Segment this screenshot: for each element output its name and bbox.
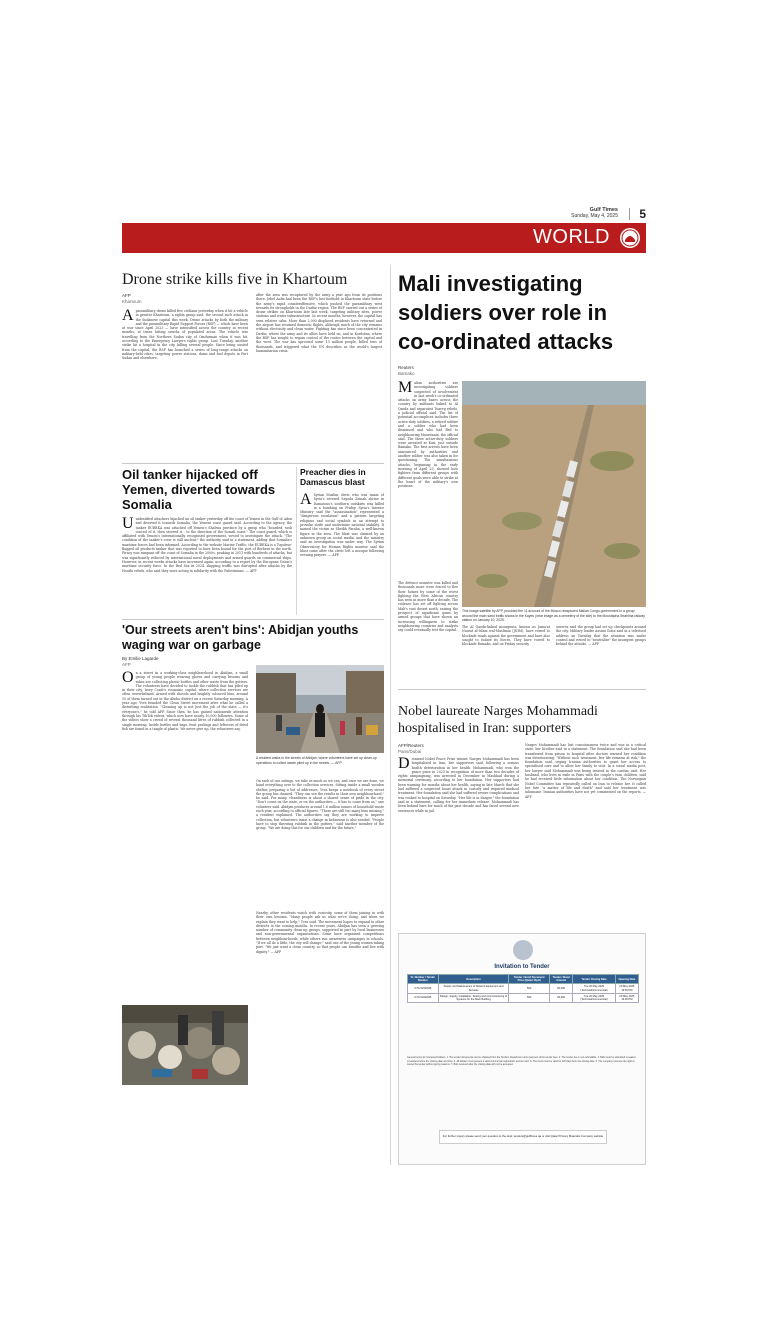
tender-header-cell: Tender Closing Date — [573, 975, 615, 984]
mali-satellite-photo — [462, 381, 646, 607]
abidjan-column-2 — [256, 779, 384, 909]
abidjan-text-2: On each of our outings, we take as much as we can, and once we are done, we hand everything over to the collection services. Sitting inside a small wooden shelter, preparing a list of addresses, Yves keeps a notebook of every street the group has cleaned. "They can see the results in their own neighbourhood," he said. For many, cleanliness is about a shared sense of pride in the city. "Don't count on the state, or on the authorities — it has to come from us," one volunteer said. Abidjan produces around 1.6 million tonnes of household waste each year, according to official figures. "There are still too many bins missing," a resident explained. The authorities say they are working to improve collection, but volunteers insist a change in behaviour is also needed. "People have to stop throwing rubbish in the gutters," said another member of the group. "We are doing this for our children and for the future." — [256, 779, 384, 831]
drone-headline: Drone strike kills five in Khartoum — [122, 271, 348, 288]
divider — [390, 265, 391, 1165]
abidjan-byline: By Emilie Lagarde — [122, 656, 159, 661]
mali-byline-block — [398, 365, 478, 377]
table-cell: Supply and Maintenance of Network Equipment and Services — [438, 984, 509, 993]
tender-header-cell: Opening Date — [615, 975, 638, 984]
abidjan-column-3 — [256, 911, 384, 1085]
drone-byline-block — [122, 293, 202, 305]
divider — [398, 689, 646, 690]
table-cell: 500 — [509, 984, 550, 993]
mali-byline: Reuters — [398, 365, 414, 370]
tender-terms: General terms for interested bidders: 1. The tender documents can be obtained from the Tenders Department upon payment of the tender fees. 2. The tender fee is non-refundable. 3. Bids must be submitted in sealed envelopes before the closing date and time. 4. All bidders must present a valid commercial registration and tax card. 5. The bond must be valid for 120 days from the closing date. 6. The company reserves the right to cancel the tender without giving reasons. 7. Bids received after the closing date will not be accepted. — [407, 1056, 636, 1067]
table-cell: 25,000 — [549, 993, 572, 1002]
newspaper-page — [122, 205, 646, 1165]
oil-text: nidentified attackers hijacked an oil tanker yesterday off the coast of Yemen in the Gulf of Aden and diverted it towards Somalia, the Yemeni coast guard said. According to the agency, the tanker EUREKA was attacked off Yemen's Shabwa province by a group who "boarded, took control of it, then steered it... to the direction of the Somali coast." The coast guard, which is affiliated with Yemen's internationally recognised government, vowed to investigate the attack. "The condition of the tanker's crew is still unclear," the authority said in a statement, adding that Somalia's maritime forces had been informed. According to the website Marine Traffic, the EUREKA is a Togolese-flagged oil products tanker that was reported to have been bound for the port of Berbera in the north. Piracy was rampant off the coast of Somalia in the 2000s, peaking in 2011 with hundreds of attacks, but was significantly reduced by international naval deployments and armed guards on commercial ships. However, in recent weeks attacks have increased again, according to a report by the European Union's maritime security force. In the Red Sea in 2024, shipping traffic was disrupted after attacks by the Houthi rebels, who said they were acting in solidarity with the Palestinians. — AFP — [122, 517, 292, 573]
nobel-text-2: Narges Mohammadi has lost consciousness twice and was in a critical state, her brother said in a statement. The foundation said she had been transferred from prison to hospital after doctors warned her condition was deteriorating. "Without such treatment, her life remains at risk," the foundation said, urging Iranian authorities to grant her access to specialised care and to allow her family to visit. In a social media post, her lawyer said Mohammadi was being treated in the cardiac unit. Her husband, who lives in exile in Paris with the couple's twin children, said he had received little information about her condition. The Norwegian Nobel Committee has repeatedly called on Iran to release her. It called her fate "a matter of life and death" and said her treatment was inhumane. Iranian authorities have not yet commented on the reports. — AFP — [525, 743, 646, 799]
mali-text-3: The Al Qaeda-linked insurgents, known as Jama'at Nusrat al-Islam wal-Muslimin (JNIM), have vowed to blockade roads against the government and have also sought to isolate its forces. They have vowed to blockade Bamako, and on Friday security — [462, 625, 550, 647]
divider — [296, 467, 297, 615]
tender-title: Invitation to Tender — [494, 964, 550, 970]
drone-column-2 — [256, 293, 382, 457]
mali-photo-caption: This image satellite by AFP, provided the 11 account of the Mosco recaptured Malian Congo government in a group around the main sand traffic shows in the Kayes (near image as a cemetery of the site) to the Moustapha Ibrahima railway station on January 10, 2025. — [462, 609, 645, 622]
table-cell: 500 — [509, 993, 550, 1002]
nobel-dropcap: D — [398, 757, 410, 772]
mali-column-4 — [556, 625, 646, 681]
tender-header-row — [408, 975, 639, 984]
table-cell: Design, Supply, Installation, Testing and Commissioning of Systems for the Main Building — [439, 994, 508, 1002]
table-row — [408, 984, 639, 993]
tender-advertisement — [398, 933, 646, 1165]
mali-headline: Mali investigating soldiers over role in co-ordinated attacks — [398, 271, 614, 354]
tender-table — [407, 974, 639, 1003]
tender-footer: For further inquiry please send your question to the dept: tenders@gulftimes.qa or visit Qatar Primary Materials Company website — [439, 1130, 607, 1144]
section-logo-icon — [620, 228, 640, 248]
abidjan-text-1: n a street in a working-class neighbourhood in Abidjan, a small group of young people wearing gloves and carrying brooms and rakes are collecting plastic bottles and other waste from the gutters. The volunteers have decided to tackle the rubbish that has piled up in their city, Ivory Coast's economic capital, where collection services are often overwhelmed. Armed with shovels and brightly coloured bins, around 10 of them turned out in the Abobo district on a recent Saturday morning. A year ago, Yves founded the Clean Street movement after what he called a disturbing realisation. "Cleaning up is not just the job of the state — it's everyone's," he told AFP. Since then, he has gained nationwide attention through his TikTok videos, which now have nearly 10,000 followers. Some of the videos show a crowd of several thousand litres of rubbish collected in a single morning. Inside bottles and bags, fruit peelings and leftovers of dried fish are found in a tangle of plastic. We never give up, the volunteers say. — [122, 671, 248, 731]
nobel-byline: AFP/Reuters — [398, 743, 424, 748]
abidjan-photo-caption: A resident walks in the streets of Abidjan, where volunteers have set up clean-up operations to collect waste piled up in the streets. — AFP — [256, 756, 377, 765]
drone-column-1 — [122, 309, 248, 457]
publication-name: Gulf Times — [589, 207, 618, 213]
mali-dropcap: M — [398, 381, 413, 396]
abidjan-byline-block — [122, 656, 202, 668]
masthead-divider — [629, 208, 630, 220]
tender-header-cell: Description — [438, 975, 509, 984]
mali-text-4: sources said the group had set up checkpoints around the city. Military leader Assimi Goita said in a televised address on Tuesday that the situation was under control and vowed to "neutralise" the insurgent groups behind the attacks. — AFP — [556, 625, 646, 647]
oil-dropcap: U — [122, 517, 134, 532]
table-cell: Tue 20 May 2025 (Technical/Commercial) — [573, 984, 615, 993]
mali-column-1 — [398, 381, 458, 577]
section-label: WORLD — [533, 226, 610, 248]
drone-text-1: paramilitary drone killed five civilians yesterday when it hit a vehicle in greater Khartoum, a rights group said, the second such attack in the Sudanese capital this week. Drone attacks by both the military and the paramilitary Rapid Support Forces (RSF) — which have been at war since April 2023 — have intensified across the country in recent months, at times hitting swaths of populated areas. The vehicle was travelling from the Northern Sudan city of Omdurman when it was hit, according to the Emergency Lawyers rights group. Last Tuesday, another strike hit a hospital in the city, killing several people. Since being ousted from the capital, the RSF has launched a series of long-range attacks on military-held cities, targeting power stations, dams and fuel depots in Port Sudan and elsewhere. — [122, 309, 248, 361]
table-cell: GTC/124/2025 — [408, 993, 439, 1002]
table-cell: 50,000 — [549, 984, 572, 993]
mali-column-3 — [462, 625, 550, 681]
divider — [122, 463, 384, 464]
abidjan-dropcap: O — [122, 671, 134, 686]
nobel-dateline: Paris/Dubai — [398, 749, 422, 754]
divider — [122, 619, 384, 620]
table-cell: 20 May 2025 13:00 PM — [615, 984, 638, 993]
nobel-headline: Nobel laureate Narges Mohammadi hospitalised in Iran: supporters — [398, 704, 598, 736]
nobel-column-2 — [525, 743, 646, 927]
drone-dateline: Khartoum — [122, 299, 142, 304]
syria-headline: Preacher dies in Damascus blast — [300, 467, 366, 487]
table-cell: Tue 20 May 2025 (Technical/Commercial) — [573, 993, 615, 1002]
page-number: 5 — [639, 207, 646, 221]
abidjan-dateline: AFP — [122, 662, 131, 667]
abidjan-waste-photo — [122, 1005, 248, 1085]
table-cell: 20 May 2025 13:00 PM — [615, 993, 638, 1002]
mali-dateline: Bamako — [398, 371, 415, 376]
oil-headline: Oil tanker hijacked off Yemen, diverted towards Somalia — [122, 467, 276, 512]
drone-text-2: after the area was recaptured by the army a year ago from its positions there. Jebel Aulia had been the RSF's last foothold in Khartoum state before the army's rapid counteroffensive, which pushed the paramilitary west towards its strongholds in the Darfur region. The RSF carried out a series of drone strikes on Khartoum late last week, targeting military sites, power stations and water infrastructure. In recent months, however, the capital has seen relative calm. More than 2,000 displaced residents have returned and the airport has resumed domestic flights, although much of the city remains without electricity and clean water. Fighting has since been concentrated in Darfur, where the army and its allies have held on, and in Kordofan, where the RSF has sought to regain control of the routes between the capital and the west. The war has uprooted some 13 million people, killed tens of thousands, and triggered what the UN describes as the world's largest humanitarian crisis. — [256, 293, 382, 353]
abidjan-text-3: Nearby, other residents watch with curiosity, some of them joining in with their own brooms. "Many people ask us what we're doing, and when we explain they want to help," Yves said. The movement hopes to expand to other districts in the coming months. In recent years, Abidjan has seen a growing number of community clean-up groups, supported in part by local businesses and non-governmental organisations. Some have organised competitions between neighbourhoods, while others run awareness campaigns in schools. "If we all do a little, the city will change," said one of the young women taking part. "We just want a clean country, so that people can breathe and live with dignity." — AFP — [256, 911, 384, 954]
table-row — [408, 993, 639, 1002]
mali-text-1: alian authorities are investigating soldiers suspected of involvement in last week's co-ordinated attacks on army bases across the country by militants linked to Al Qaeda and separatist Tuareg rebels, a judicial official said. The list of potential accomplices includes three active-duty soldiers, a retired soldier and a soldier who had been dismissed and who had fled to neighbouring Mauritania, the official said. The three active-duty soldiers were arrested at Kati, just outside Bamako. The first arrests have been announced by authorities and another soldier was also taken in for questioning. The simultaneous attacks, beginning in the early morning of April 25, showed how fighters from different groups with different goals were able to strike at the heart of the military's own positions. — [398, 381, 458, 489]
oil-body — [122, 517, 292, 615]
mali-column-2 — [398, 581, 458, 681]
tender-header-cell: Tender / Bond Document Price (Qatari Riyal) — [509, 975, 550, 984]
drone-byline: AFP — [122, 293, 131, 298]
nobel-byline-block — [398, 743, 478, 755]
nobel-column-1 — [398, 757, 519, 927]
nobel-text-1: etained Nobel Peace Prize winner Narges Mohammadi has been hospitalised in Iran, her supporters said, following a serious health deterioration in her health. Mohammadi, who won the peace prize in 2023 in recognition of more than two decades of rights campaigning, was arrested in December in Mashhad during a memorial ceremony, according to her foundation. Her supporters had been warning for months about her health, saying in late March that she had suffered a suspected heart attack in custody and required medical treatment. Her foundation said she had suffered severe complications and was rushed to hospital on Saturday. "Her life is in danger," the foundation said in a statement, calling for her immediate release. Mohammadi has been behind bars for much of the past decade and has faced several new sentences while in jail. — [398, 757, 519, 813]
tender-header-cell: Sr. Number / Tender Number — [408, 975, 439, 984]
mali-text-2: The defence minister was killed and thousands more were forced to flee their homes by some of the worst fighting the West African country has seen in more than a decade. The violence has set off fighting across Mali's vast desert north, raising the prospect of significant gains by armed groups that have shown an increasing willingness to strike neighbouring countries and analysts say could eventually test the capital. — [398, 581, 458, 633]
issue-date: Sunday, May 4, 2025 — [571, 213, 618, 219]
tender-header-cell: Tender / Bond Amount — [549, 975, 572, 984]
table-cell: GTC/123/2025 — [408, 984, 439, 993]
abidjan-headline: 'Our streets aren't bins': Abidjan youths waging war on garbage — [122, 623, 359, 652]
syria-body — [300, 493, 384, 615]
abidjan-column-1 — [122, 671, 248, 1005]
publication-info — [571, 207, 618, 219]
section-band — [122, 223, 646, 253]
syria-text: Syrian Muslim cleric who was imam of Syria's revered Sayeda Zeinab shrine in Damascus's southern outskirts was killed in a bombing on Friday. Syria's Interior Ministry said the "assassination" represented a "dangerous escalation" and a pattern targeting religious and social symbols in an attempt to provoke strife and undermine national stability. It named the victim as Sheikh Faraha, a well-known figure in the area. The blast was claimed by an unknown group on social media, and the ministry said an investigation was under way. The Syrian Observatory for Human Rights monitor said the blast came after the cleric left a mosque following evening prayers. — AFP — [300, 493, 384, 558]
masthead — [122, 205, 646, 225]
syria-dropcap: A — [300, 493, 312, 508]
drone-dropcap: A — [122, 309, 134, 324]
company-emblem-icon — [513, 940, 533, 960]
abidjan-street-photo — [256, 665, 384, 753]
